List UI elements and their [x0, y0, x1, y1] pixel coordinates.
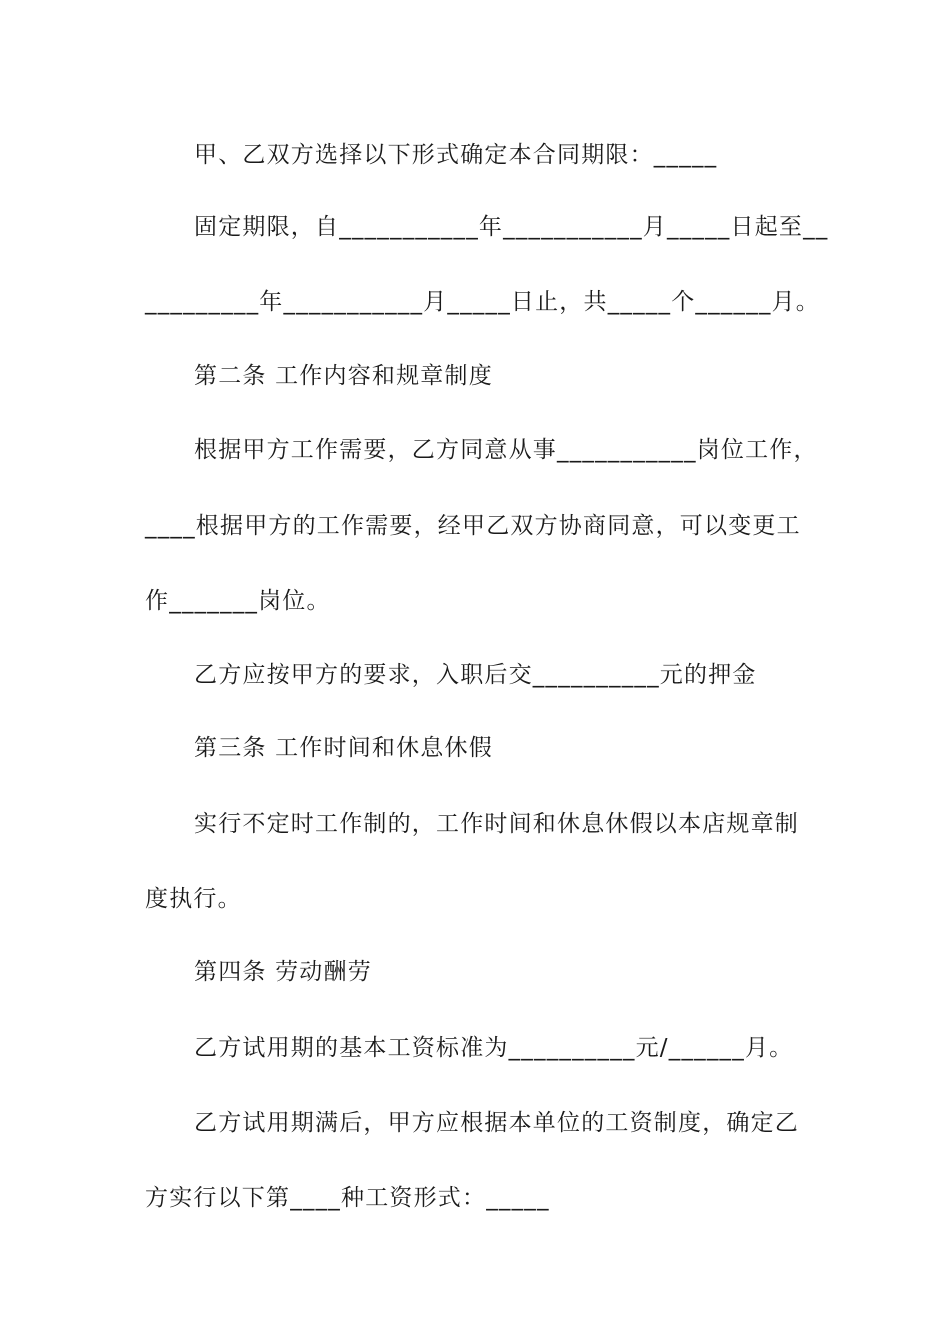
job-change-text: ____根据甲方的工作需要，经甲乙双方协商同意，可以变更工 [145, 513, 801, 539]
article-4-heading: 第四条 劳动酬劳 [194, 959, 372, 985]
working-hours-text-cont: 度执行。 [145, 886, 242, 912]
fixed-term-end: _________年___________月_____日止，共_____个______月。 [145, 289, 820, 315]
article-3-heading: 第三条 工作时间和休息休假 [194, 735, 493, 761]
fixed-term-start: 固定期限，自___________年___________月_____日起至__ [194, 214, 829, 240]
probation-salary-text: 乙方试用期的基本工资标准为__________元/______月。 [194, 1035, 794, 1061]
deposit-text: 乙方应按甲方的要求，入职后交__________元的押金 [194, 662, 757, 688]
contract-term-selection: 甲、乙双方选择以下形式确定本合同期限：_____ [194, 142, 718, 168]
salary-form-text: 乙方试用期满后，甲方应根据本单位的工资制度，确定乙 [194, 1110, 799, 1136]
article-2-heading: 第二条 工作内容和规章制度 [194, 363, 493, 389]
job-change-position: 作_______岗位。 [145, 588, 331, 614]
salary-form-choice: 方实行以下第____种工资形式：_____ [145, 1185, 550, 1211]
job-position-text: 根据甲方工作需要，乙方同意从事___________岗位工作， [194, 437, 818, 463]
working-hours-text: 实行不定时工作制的，工作时间和休息休假以本店规章制 [194, 811, 799, 837]
